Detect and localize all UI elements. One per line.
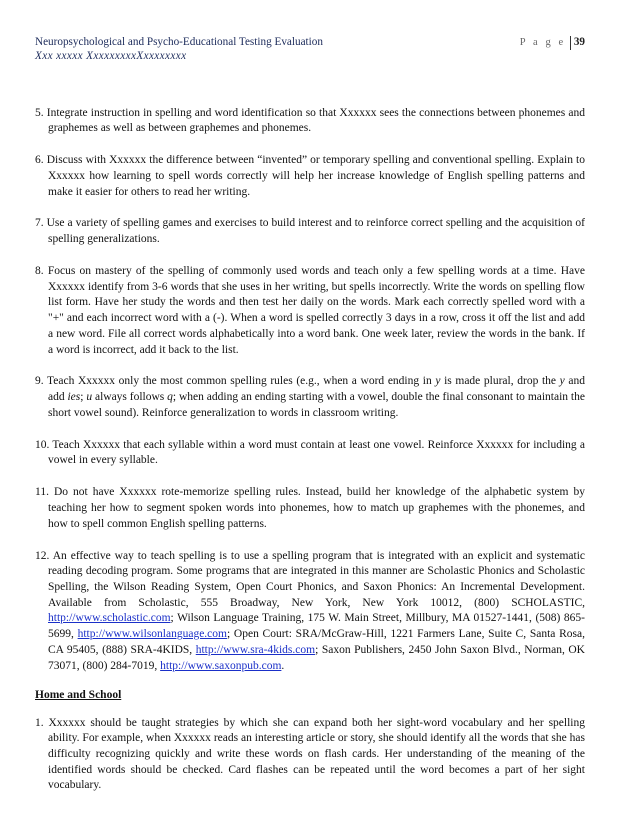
saxonpub-link[interactable]: http://www.saxonpub.com <box>160 659 282 672</box>
recommendation-item-8: 8. Focus on mastery of the spelling of commonly used words and teach only a few spelling words at a time. Have Xxxxxx identify from 3-6 words that she uses in her writing, but spells incorrectly. Write the words on spelling flow list form. Have her study the words and then test her daily on the words. Mark each correctly spelled word with a "+" and each incorrect word with a (-). When a word is spelled correctly 3 days in a row, cross it off the list and add a new word. File all correct words alphabetically into a word bank. One week later, review the words in the bank. If a word is incorrect, add it back to the list. <box>35 264 585 356</box>
home-school-item-1: 1. Xxxxxx should be taught strategies by which she can expand both her sight-word vocabulary and her spelling ability. For example, when Xxxxxx reads an interesting article or story, she should identify all the words that she has difficulty recognizing quickly and write these words on flash cards. Her understanding of the meaning of the identified words should be checked. Card flashes can be repeated until the word becomes a part of her sight vocabulary. <box>35 716 585 792</box>
item-9-text-c: and add <box>48 375 585 404</box>
italic-y: y <box>435 375 441 388</box>
italic-q: q <box>167 391 173 404</box>
recommendation-item-12 <box>35 549 585 675</box>
item-12-text-c: ; Open Court: SRA/McGraw-Hill, 1221 Farmers Lane, Suite C, Santa Rosa, CA 95405, (888) SRA-4KIDS, <box>48 628 585 656</box>
recommendation-item-10: 10. Teach Xxxxxx that each syllable within a word must contain at least one vowel. Reinforce Xxxxxx for including a vowel in every syllable. <box>35 438 585 467</box>
page-number: 39 <box>570 36 585 50</box>
recommendation-item-5: 5. Integrate instruction in spelling and word identification so that Xxxxxx sees the connections between phonemes and graphemes as well as between graphemes and phonemes. <box>35 106 585 135</box>
item-12-text-b: ; Wilson Language Training, 175 W. Main Street, Millbury, MA 01527-1441, (508) 865-5699, <box>48 612 585 641</box>
item-12-text-e: . <box>281 659 285 672</box>
recommendation-item-11: 11. Do not have Xxxxxx rote-memorize spelling rules. Instead, build her knowledge of the alphabetic system by teaching her how to segment spoken words into phonemes, how to match up graphemes with the phonemes, and how to spell common English spelling patterns. <box>35 486 585 530</box>
home-and-school-heading: Home and School <box>35 689 122 702</box>
recommendation-item-7: 7. Use a variety of spelling games and exercises to build interest and to reinforce correct spelling and the acquisition of spelling generalizations. <box>35 217 585 246</box>
item-9-text-a: 9. Teach Xxxxxx only the most common spelling rules (e.g., when a word ending in <box>35 375 436 388</box>
scholastic-link[interactable]: http://www.scholastic.com <box>48 612 171 625</box>
recommendation-item-9 <box>35 374 585 421</box>
page-header <box>35 36 585 63</box>
italic-u: u <box>86 391 93 404</box>
wilsonlanguage-link[interactable]: http://www.wilsonlanguage.com <box>77 628 227 641</box>
italic-y-2: y <box>559 375 565 388</box>
header-row <box>35 36 585 50</box>
page-indicator <box>520 36 585 50</box>
italic-ies: ies <box>67 391 81 404</box>
document-subtitle: Xxx xxxxx XxxxxxxxxXxxxxxxxx <box>35 49 187 62</box>
item-12-text-a: 12. An effective way to teach spelling is to use a spelling program that is integrated with an explicit and systematic reading decoding program. Some programs that are integrated in this manner are Scholastic Phonics and Scholastic Spelling, the Wilson Reading System, Open Court Phonics, and Saxon Phonics: An Incremental Development. Available from Scholastic, 555 Broadway, New York, New York 10012, (800) SCHOLASTIC, <box>35 549 585 609</box>
item-9-text-f: ; when adding an ending starting with a vowel, double the final consonant to maintain the short vowel sound). Reinforce generalization to words in classroom writing. <box>48 391 585 419</box>
item-9-text-b: is made plural, drop the <box>440 375 560 388</box>
recommendation-item-6: 6. Discuss with Xxxxxx the difference between “invented” or temporary spelling and conventional spelling. Explain to Xxxxxx how learning to spell words correctly will help her increase knowledge of English spelling patterns and make it easier for others to read her writing. <box>35 154 585 198</box>
recommendations-list <box>35 94 585 794</box>
item-9-text-d: ; <box>80 391 87 404</box>
page-label: P a g e <box>519 37 566 48</box>
item-9-text-e: always follows <box>92 391 168 404</box>
document-title: Neuropsychological and Psycho-Educational Testing Evaluation <box>35 36 323 48</box>
item-12-text-d: ; Saxon Publishers, 2450 John Saxon Blvd., Norman, OK 73071, (800) 284-7019, <box>48 643 585 672</box>
sra-4kids-link[interactable]: http://www.sra-4kids.com <box>195 643 316 656</box>
